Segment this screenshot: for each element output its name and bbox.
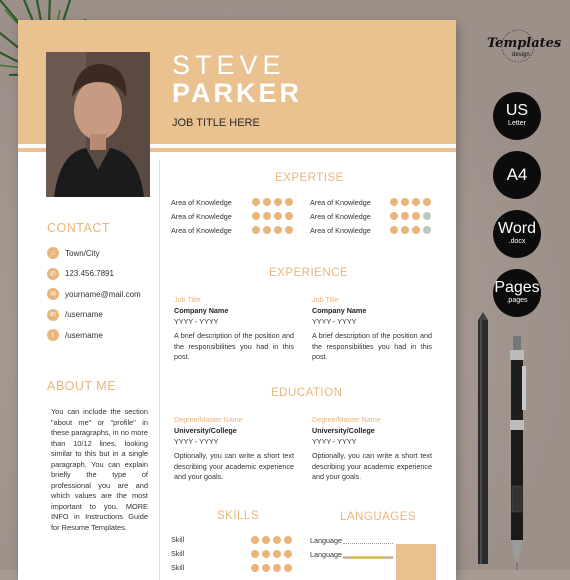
rating-dot-filled <box>273 564 281 572</box>
rating-dot-filled <box>252 212 260 220</box>
rating-dots <box>251 536 292 544</box>
home-icon: ⌂ <box>47 247 59 259</box>
languages-title: LANGUAGES <box>340 511 417 523</box>
education-description: Optionally, you can write a short text describing your academic experience and your goals. <box>312 451 432 481</box>
rating-dot-filled <box>252 226 260 234</box>
rating-dot-filled <box>251 564 259 572</box>
expertise-label: Area of Knowledge <box>310 226 371 235</box>
expertise-label: Area of Knowledge <box>310 198 371 207</box>
contact-text: Town/City <box>65 248 100 258</box>
rating-dot-filled <box>263 198 271 206</box>
badge-label: Pages <box>494 279 540 296</box>
contact-item <box>47 329 103 341</box>
column-divider <box>159 160 160 580</box>
education-title: EDUCATION <box>271 387 343 399</box>
contact-title: CONTACT <box>47 221 110 235</box>
badge-label: US <box>505 102 529 119</box>
contact-item <box>47 268 114 280</box>
rating-dot-filled <box>401 226 409 234</box>
rating-dot-filled <box>251 550 259 558</box>
about-text: You can include the section "about me" or "profile" in these paragraphs, in no more than 10/12 lines, looking similar to this but in a single paragraph. You can explain briefly the type of professional you are and which values are the most important to you. MORE INFO in Instructions Guide for Resume Templates. <box>51 407 148 532</box>
rating-dot-filled <box>390 226 398 234</box>
badge-label: A4 <box>506 165 528 184</box>
rating-dot-filled <box>262 536 270 544</box>
last-name: PARKER <box>172 78 303 108</box>
rating-dot-filled <box>252 198 260 206</box>
contact-text: yourname@mail.com <box>65 289 141 299</box>
language-level-bar <box>396 544 436 580</box>
mail-icon: ✉ <box>47 288 59 300</box>
expertise-title: EXPERTISE <box>275 172 344 184</box>
contact-text: 123.456.7891 <box>65 269 114 278</box>
rating-dot-filled <box>401 198 409 206</box>
education-dates: YYYY - YYYY <box>312 437 357 446</box>
rating-dots <box>251 550 292 558</box>
profile-photo <box>46 52 150 197</box>
rating-dot-filled <box>401 212 409 220</box>
skills-title: SKILLS <box>217 510 259 522</box>
pen-decoration <box>500 336 534 570</box>
language-label: Language <box>310 536 342 545</box>
rating-dot-filled <box>251 536 259 544</box>
language-dotted-line <box>343 557 393 558</box>
contact-item <box>47 288 141 300</box>
education-dates: YYYY - YYYY <box>174 437 219 446</box>
badge-sublabel: .docx <box>508 238 526 245</box>
rating-dot-filled <box>412 226 420 234</box>
skill-label: Skill <box>171 549 185 558</box>
brand-logo <box>486 28 562 68</box>
rating-dot-filled <box>284 550 292 558</box>
language-dotted-line <box>343 543 393 544</box>
expertise-label: Area of Knowledge <box>171 226 232 235</box>
rating-dot-empty <box>423 212 431 220</box>
rating-dot-filled <box>423 198 431 206</box>
rating-dot-filled <box>412 198 420 206</box>
rating-dot-filled <box>273 536 281 544</box>
rating-dot-filled <box>263 212 271 220</box>
format-badge <box>493 151 541 199</box>
contact-item <box>47 309 103 321</box>
format-badge <box>493 92 541 140</box>
rating-dot-filled <box>262 550 270 558</box>
rating-dot-filled <box>390 212 398 220</box>
about-title: ABOUT ME <box>47 379 117 393</box>
badge-sublabel: .pages <box>506 297 528 304</box>
resume-document <box>18 20 456 580</box>
rating-dot-filled <box>285 212 293 220</box>
job-title: JOB TITLE HERE <box>172 117 260 129</box>
experience-title: Job Title <box>312 295 339 304</box>
pencil-decoration <box>472 312 494 564</box>
education-company: University/College <box>174 426 237 435</box>
first-name: STEVE <box>172 50 286 80</box>
rating-dot-filled <box>285 226 293 234</box>
rating-dots <box>252 212 293 220</box>
rating-dot-filled <box>284 564 292 572</box>
experience-dates: YYYY - YYYY <box>312 317 357 326</box>
badge-sublabel: Letter <box>508 120 526 127</box>
rating-dot-filled <box>412 212 420 220</box>
format-badge <box>493 269 541 317</box>
rating-dots <box>251 564 292 572</box>
rating-dot-filled <box>273 550 281 558</box>
rating-dots <box>390 212 431 220</box>
experience-title: Job Title <box>174 295 201 304</box>
experience-company: Company Name <box>174 306 229 315</box>
format-badge <box>493 210 541 258</box>
rating-dot-filled <box>274 212 282 220</box>
experience-title: EXPERIENCE <box>269 267 349 279</box>
badge-label: Word <box>498 220 536 237</box>
skill-label: Skill <box>171 563 185 572</box>
rating-dot-filled <box>274 226 282 234</box>
brand-sub: design <box>512 52 530 58</box>
rating-dots <box>390 198 431 206</box>
skill-label: Skill <box>171 535 185 544</box>
linkedin-icon: in <box>47 309 59 321</box>
education-title: Degree/Master Name <box>174 415 243 424</box>
language-label: Language <box>310 550 342 559</box>
rating-dot-empty <box>423 226 431 234</box>
rating-dots <box>252 198 293 206</box>
experience-dates: YYYY - YYYY <box>174 317 219 326</box>
rating-dot-filled <box>284 536 292 544</box>
twitter-icon: t <box>47 329 59 341</box>
expertise-label: Area of Knowledge <box>310 212 371 221</box>
brand-name: Templates <box>487 36 562 51</box>
rating-dot-filled <box>285 198 293 206</box>
education-company: University/College <box>312 426 375 435</box>
rating-dots <box>390 226 431 234</box>
contact-text: /username <box>65 330 103 340</box>
rating-dot-filled <box>274 198 282 206</box>
rating-dot-filled <box>390 198 398 206</box>
rating-dot-filled <box>263 226 271 234</box>
contact-text: /username <box>65 310 103 319</box>
education-title: Degree/Master Name <box>312 415 381 424</box>
experience-description: A brief description of the position and the responsibilities you had in this post. <box>312 331 432 361</box>
contact-item <box>47 247 100 259</box>
expertise-label: Area of Knowledge <box>171 198 232 207</box>
experience-company: Company Name <box>312 306 367 315</box>
rating-dot-filled <box>262 564 270 572</box>
education-description: Optionally, you can write a short text describing your academic experience and your goals. <box>174 451 294 481</box>
experience-description: A brief description of the position and the responsibilities you had in this post. <box>174 331 294 361</box>
rating-dots <box>252 226 293 234</box>
expertise-label: Area of Knowledge <box>171 212 232 221</box>
phone-icon: ✆ <box>47 268 59 280</box>
